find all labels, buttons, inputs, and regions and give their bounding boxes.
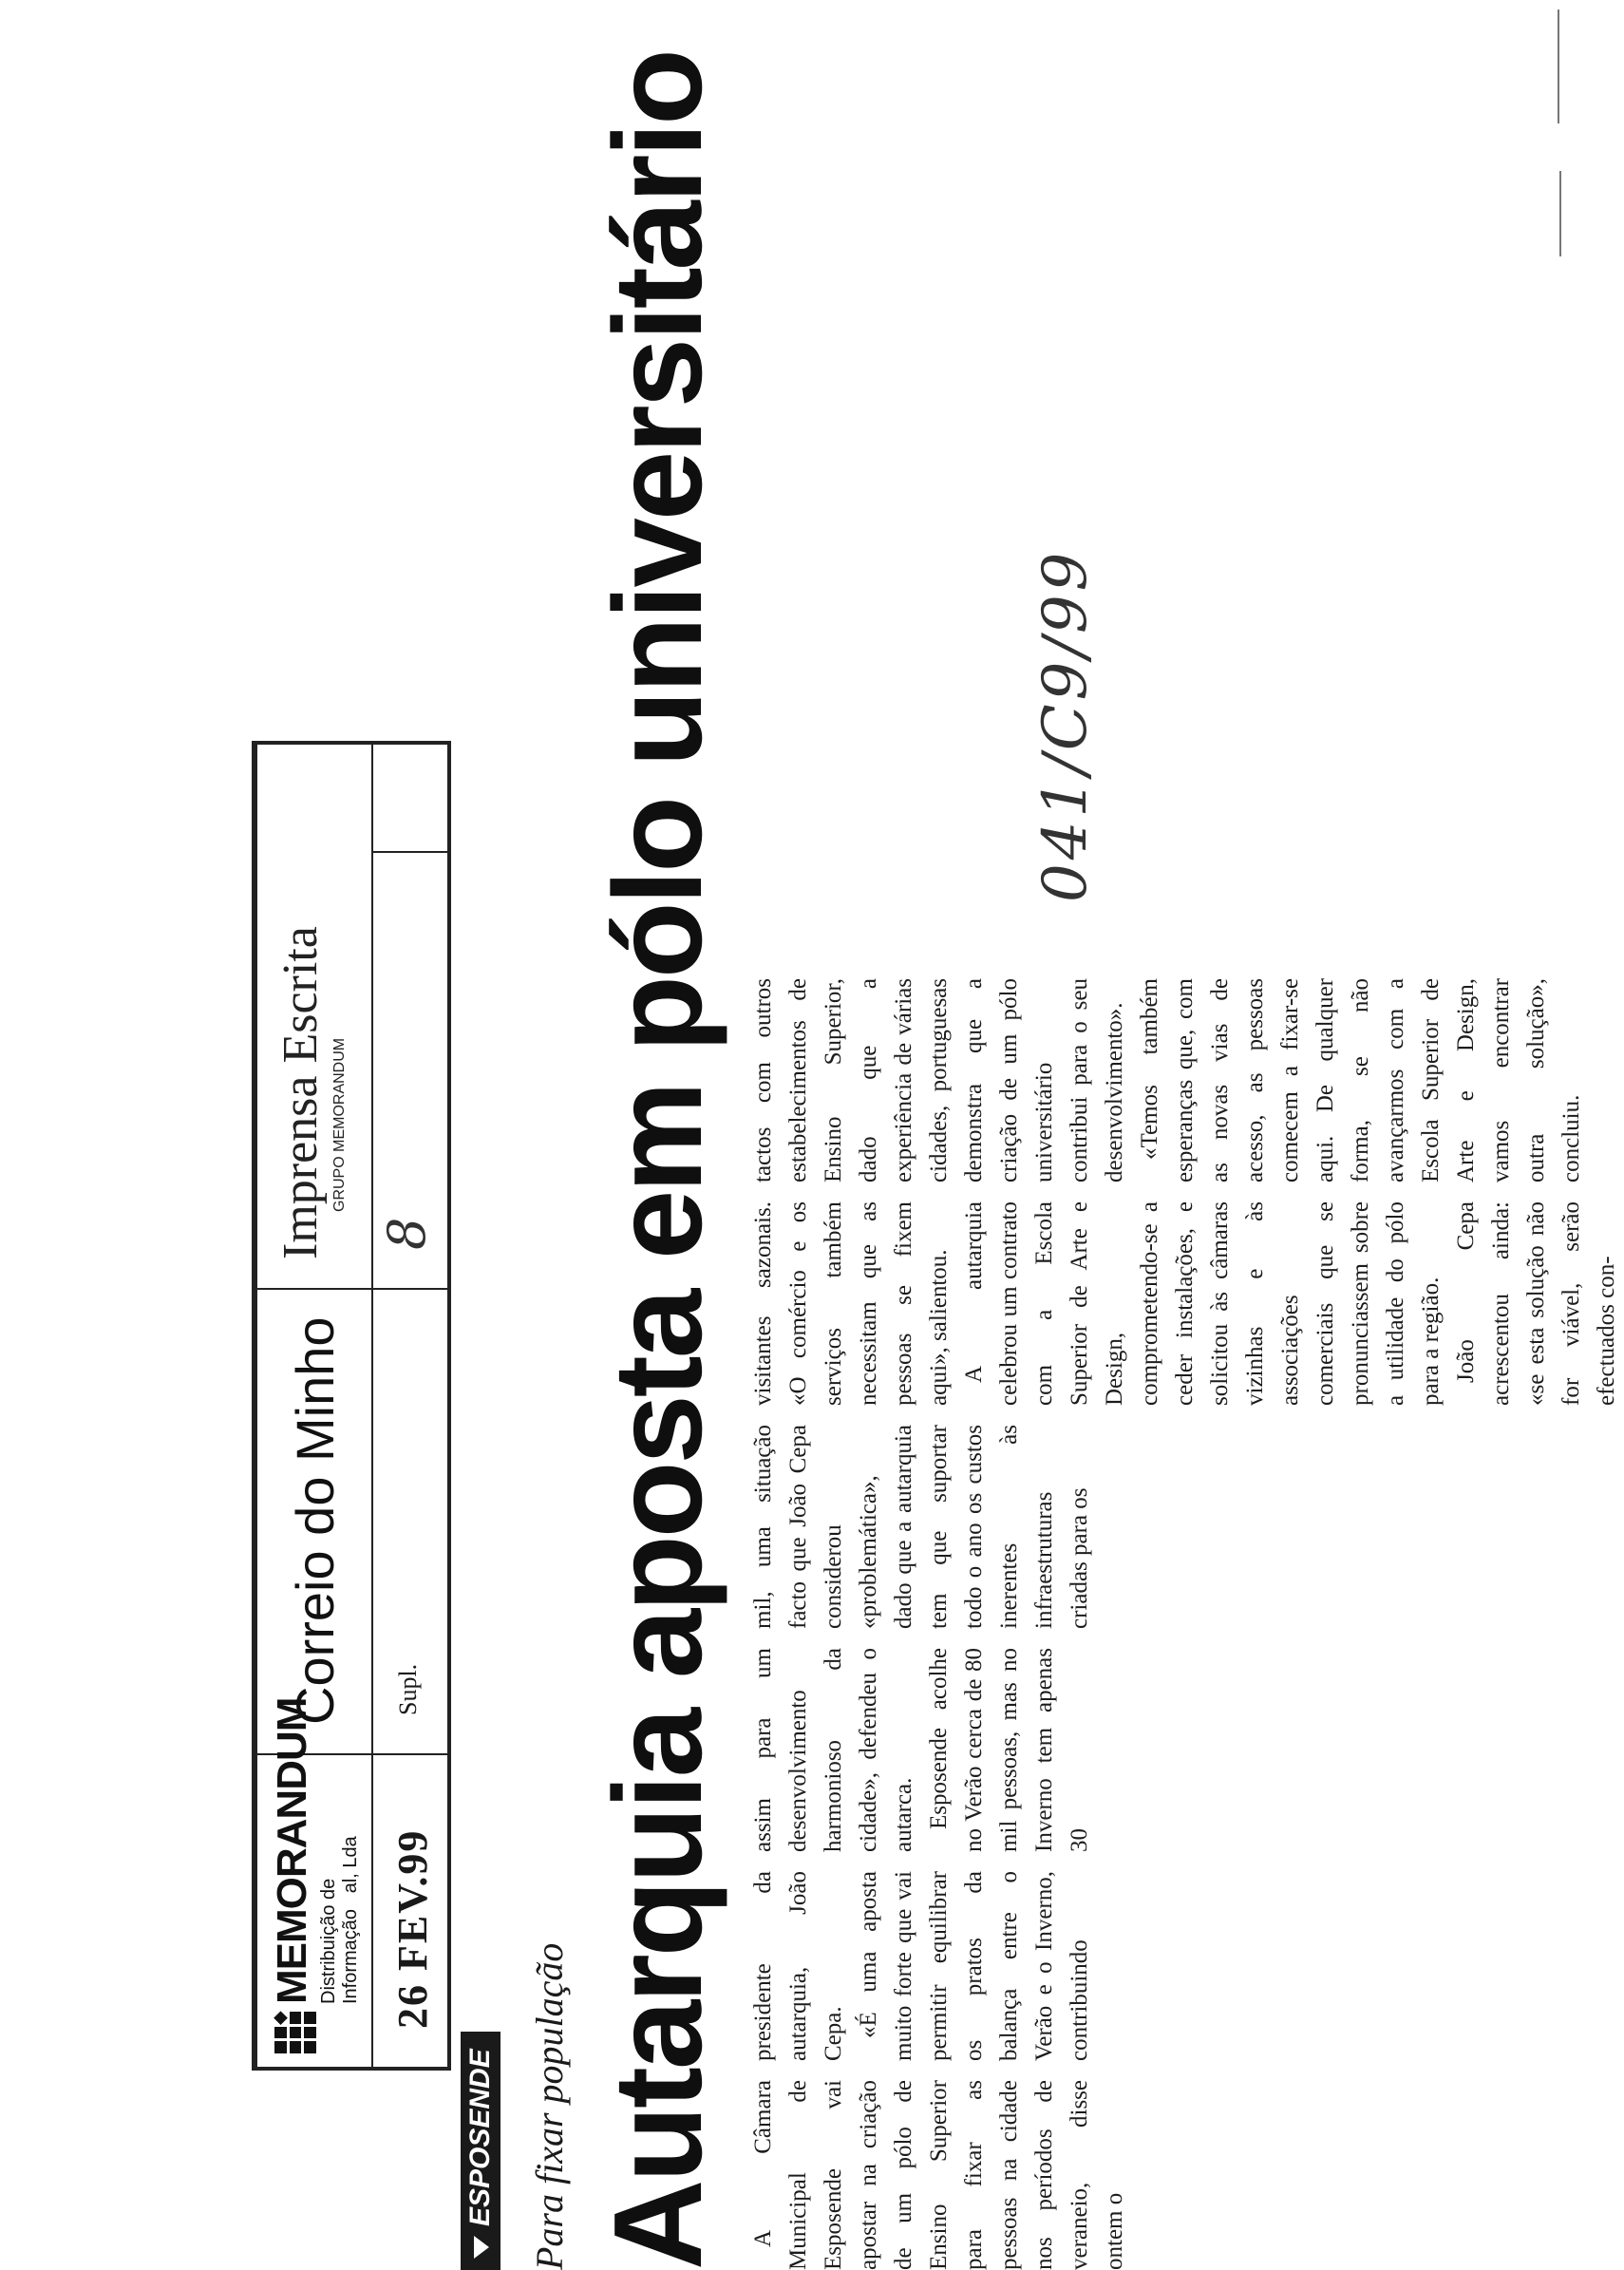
section-tag: ESPOSENDE <box>461 2032 500 2270</box>
paragraph: mil, uma situação facto que João Cepa considerou «problemática», dado que a autarquia tem que suportar todo o ano os custos inerentes às infraestruturas criadas para os <box>750 1425 1092 1629</box>
blank-cell <box>371 745 447 851</box>
clipping-masthead <box>252 741 451 2071</box>
article-headline: Autarquia aposta em pólo universitário <box>588 51 727 2270</box>
article-column-4 <box>746 1425 1097 1629</box>
handwritten-page-number: 8 <box>377 1217 437 1250</box>
article-column-5 <box>746 1201 1624 1406</box>
article-column-1 <box>746 2080 1132 2270</box>
article-column-6 <box>746 978 1589 1182</box>
publication-date: 26 FEV.99 <box>389 1828 436 2029</box>
paragraph: Esposende acolhe no Verão cerca de 80 mil pessoas, mas no Inverno tem apenas 30 <box>926 1648 1092 1852</box>
paragraph: «Temos também esperanças que, com as novas vias de acesso, as pessoas comecem a fixar-se aqui. De qualquer forma, se não avançarmos com a Escola Superior de Arte e Design, vamos encontrar outra solução», concluiu. <box>1137 978 1584 1182</box>
date-cell <box>371 1753 447 2067</box>
newspaper-name-cell <box>257 1288 371 1753</box>
article-kicker: Para fixar população <box>528 1942 571 2270</box>
supplement-cell <box>371 1288 447 1753</box>
paragraph: tactos com outros estabelecimentos de Ensino Superior, dado que a experiência de várias cidades, portuguesas demonstra que a criação de um pólo universitário contribui para o seu desenvolvimento». <box>750 978 1127 1182</box>
memorandum-logo-icon <box>274 2012 316 2053</box>
scan-edge-mark <box>1559 171 1561 256</box>
scan-edge-mark <box>1558 9 1559 123</box>
paragraph: João Cepa acrescentou ainda: «se esta solução não for viável, serão efectuados con- <box>1453 1201 1619 1406</box>
paragraph: visitantes sazonais. «O comércio e os serviços também necessitam que as pessoas se fixem aqui», salientou. <box>750 1201 952 1406</box>
paragraph: assim para um desenvolvimento harmonioso da cidade», defendeu o autarca. <box>750 1648 916 1852</box>
logo-name: MEMORANDUM <box>269 1697 315 2004</box>
page-number-cell <box>371 851 447 1288</box>
paragraph: A Câmara Municipal de Esposende vai apostar na criação de um pólo de Ensino Superior para fixar as pessoas na cidade nos períodos de veraneio, disse ontem o <box>750 2080 1127 2270</box>
paragraph: A autarquia celebrou um contrato com a Escola Superior de Arte e Design, comprometendo-se a ceder instalações, e solicitou às câmaras vizinhas e às associações comerciais que se pronunciassem sobre a utilidade do pólo para a região. <box>961 1201 1444 1406</box>
newspaper-name: Correio do Minho <box>285 1316 345 1725</box>
supplement-label: Supl. <box>394 1663 422 1715</box>
handwritten-reference: 041/C9/99 <box>1030 548 1101 902</box>
press-type-cell <box>257 745 371 1288</box>
paragraph: presidente da autarquia, João Cepa. <box>750 1871 846 2061</box>
press-group: GRUPO MEMORANDUM <box>331 1037 348 1212</box>
triangle-icon <box>474 2236 489 2259</box>
paragraph: «É uma aposta muito forte que vai permitir equilibrar os pratos da balança entre o Verão e o Inverno, contribuindo <box>856 1871 1092 2061</box>
newspaper-clipping <box>252 51 1619 2270</box>
memorandum-logo-cell <box>257 1697 371 2067</box>
logo-subtitle: Distribuição de Informação al, Lda <box>318 1836 361 2004</box>
article-column-3 <box>746 1648 1097 1852</box>
press-type: Imprensa Escrita <box>274 926 328 1259</box>
article-column-2 <box>746 1871 1097 2061</box>
